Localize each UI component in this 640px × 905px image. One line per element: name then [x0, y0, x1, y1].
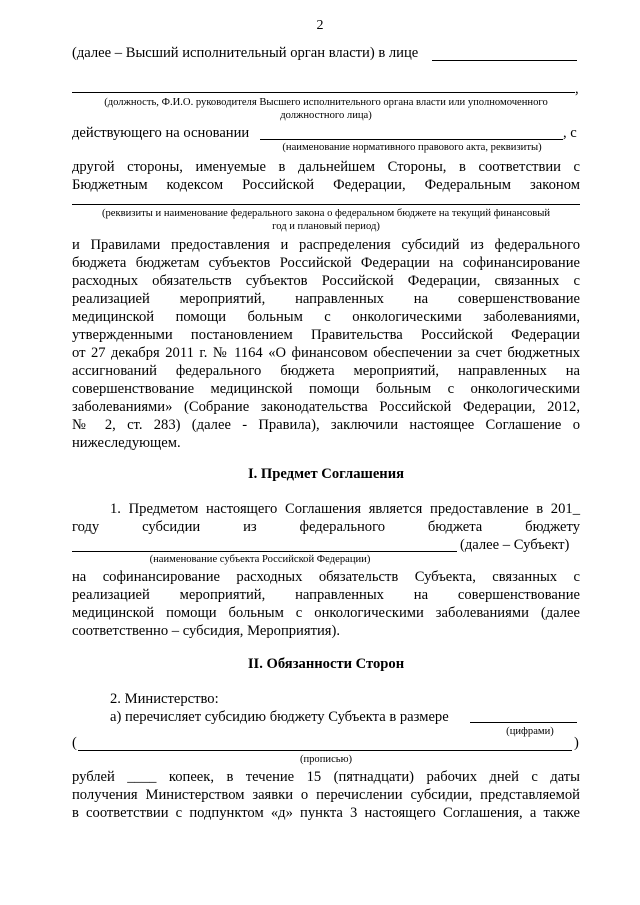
text-line: , с: [563, 125, 577, 141]
text-line: ): [574, 735, 579, 751]
field-caption: должностного лица): [280, 110, 372, 121]
paragraph-line: и Правилами предоставления и распределения субсидий из федерального: [72, 237, 580, 253]
field-caption: (цифрами): [506, 726, 554, 737]
paragraph-line: утвержденными постановлением Правительства Российской Федерации: [72, 327, 580, 343]
text-line: другой стороны, именуемые в дальнейшем Стороны, в соответствии с: [72, 159, 580, 175]
paragraph-line: 1. Предметом настоящего Соглашения является предоставление в 201_: [110, 501, 580, 517]
paragraph-line: заболеваниями» (Собрание законодательства Российской Федерации, 2012,: [72, 399, 580, 415]
paragraph-line: получения Министерством заявки о перечислении субсидии, представляемой: [72, 787, 580, 803]
field-caption: год и плановый период): [272, 221, 380, 232]
blank-line: [72, 204, 580, 205]
paragraph-line: расходных обязательств субъектов Российской Федерации, связанных с: [72, 273, 580, 289]
section-heading: I. Предмет Соглашения: [247, 466, 405, 482]
field-caption: (должность, Ф.И.О. руководителя Высшего исполнительного органа власти или уполномоченного: [104, 97, 548, 108]
paragraph-line: году субсидии из федерального бюджета бюджету: [72, 519, 580, 535]
blank-line: [78, 750, 572, 751]
text-line: (: [72, 735, 77, 751]
blank-line: [432, 60, 577, 61]
comma: ,: [575, 81, 579, 97]
paragraph-line: № 2, ст. 283) (далее - Правила), заключили настоящее Соглашение о: [72, 417, 580, 433]
text-line: действующего на основании: [72, 125, 250, 141]
paragraph-line: нижеследующем.: [72, 435, 181, 451]
text-line: 2. Министерство:: [110, 691, 219, 707]
paragraph-line: совершенствование медицинской помощи больным с онкологическими: [72, 381, 580, 397]
page-number: 2: [316, 18, 324, 33]
paragraph-line: соответственно – субсидия, Мероприятия).: [72, 623, 340, 639]
paragraph-line: бюджета бюджетам субъектов Российской Федерации на софинансирование: [72, 255, 580, 271]
field-caption: (реквизиты и наименование федерального закона о федеральном бюджете на текущий финансовый: [101, 208, 551, 219]
text-line: (далее – Субъект): [460, 537, 570, 553]
paragraph-line: от 27 декабря 2011 г. № 1164 «О финансовом обеспечении за счет бюджетных: [72, 345, 580, 361]
text-line: (далее – Высший исполнительный орган власти) в лице: [72, 45, 419, 61]
field-caption: (наименование нормативного правового акта, реквизиты): [282, 142, 542, 153]
paragraph-line: на софинансирование расходных обязательств Субъекта, связанных с: [72, 569, 580, 585]
paragraph-line: ассигнований федерального бюджета мероприятий, направленных на: [72, 363, 580, 379]
paragraph-line: реализацией мероприятий, направленных на совершенствование: [72, 291, 580, 307]
paragraph-line: медицинской помощи больным с онкологическими заболеваниями (далее: [72, 605, 580, 621]
paragraph-line: медицинской помощи больным с онкологическими заболеваниями,: [72, 309, 580, 325]
blank-line: [260, 139, 563, 140]
paragraph-line: реализацией мероприятий, направленных на совершенствование: [72, 587, 580, 603]
field-caption: (наименование субъекта Российской Федерации): [149, 554, 371, 565]
section-heading: II. Обязанности Сторон: [247, 656, 405, 672]
text-line: Бюджетным кодексом Российской Федерации, Федеральным законом: [72, 177, 580, 193]
paragraph-line: рублей ____ копеек, в течение 15 (пятнадцати) рабочих дней с даты: [72, 769, 580, 785]
blank-line: [72, 92, 575, 93]
field-caption: (прописью): [299, 754, 353, 765]
text-line: а) перечисляет субсидию бюджету Субъекта в размере: [110, 709, 449, 725]
blank-line: [470, 722, 577, 723]
paragraph-line: в соответствии с подпунктом «д» пункта 3 настоящего Соглашения, а также: [72, 805, 580, 821]
blank-line: [72, 551, 457, 552]
